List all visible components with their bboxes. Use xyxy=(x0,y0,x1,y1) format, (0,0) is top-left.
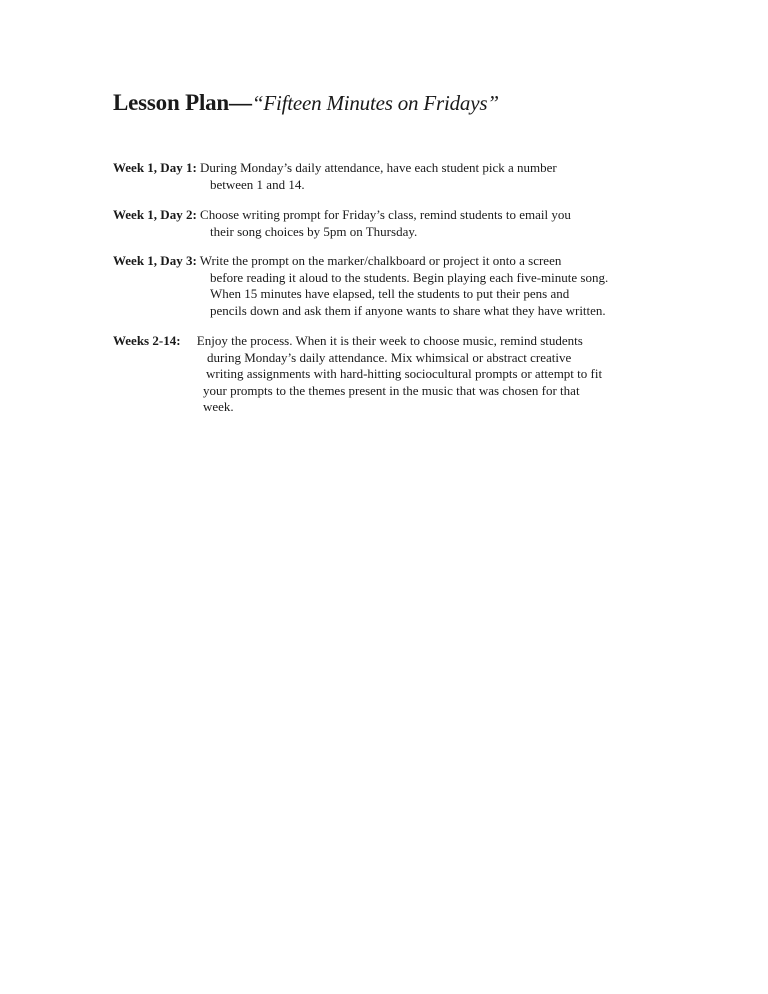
page-title xyxy=(113,88,499,118)
entry-text-line: between 1 and 14. xyxy=(210,176,305,192)
entry-text-line: When 15 minutes have elapsed, tell the students to put their pens and xyxy=(210,286,570,301)
entry-week1-day3 xyxy=(113,253,608,319)
entry-text-line: before reading it aloud to the students. Begin playing each five-minute song. xyxy=(210,269,609,285)
entry-label: Weeks 2-14: xyxy=(113,333,181,348)
entry-week1-day1 xyxy=(113,160,557,193)
entry-text-line: During Monday’s daily attendance, have each student pick a number xyxy=(200,160,557,175)
entry-text-line: week. xyxy=(203,399,234,414)
entry-text-line: their song choices by 5pm on Thursday. xyxy=(210,223,418,239)
entry-text-line: during Monday’s daily attendance. Mix whimsical or abstract creative xyxy=(207,349,572,365)
entry-text-line: pencils down and ask them if anyone wants to share what they have written. xyxy=(210,302,606,318)
entry-text-line: Choose writing prompt for Friday’s class, remind students to email you xyxy=(200,207,571,222)
entry-weeks-2-14 xyxy=(113,333,602,416)
title-main: Lesson Plan xyxy=(113,90,230,115)
entry-text-line: writing assignments with hard-hitting sociocultural prompts or attempt to fit xyxy=(206,366,603,381)
entry-week1-day2 xyxy=(113,207,571,240)
entry-text-line: Enjoy the process. When it is their week to choose music, remind students xyxy=(196,333,583,348)
title-subtitle: “Fifteen Minutes on Fridays” xyxy=(251,91,499,115)
entry-label: Week 1, Day 2: xyxy=(113,207,197,222)
entry-text-line: Write the prompt on the marker/chalkboard or project it onto a screen xyxy=(199,253,562,268)
title-dash: — xyxy=(229,90,252,115)
entry-label: Week 1, Day 1: xyxy=(113,160,197,175)
entry-label: Week 1, Day 3: xyxy=(113,253,197,268)
entry-text-line: your prompts to the themes present in the music that was chosen for that xyxy=(203,382,580,398)
